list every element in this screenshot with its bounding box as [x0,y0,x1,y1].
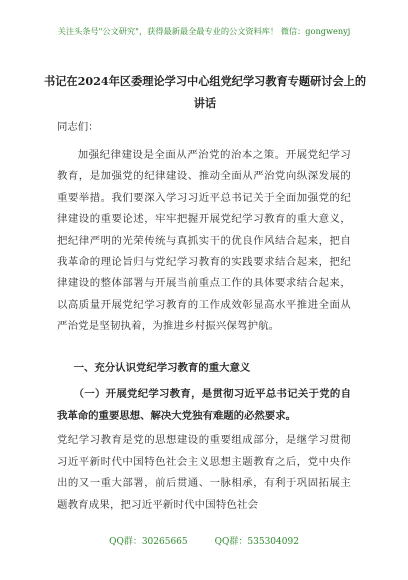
document-title: 书记在2024年区委理论学习中心组党纪学习教育专题研讨会上的讲话 [44,74,367,110]
greeting: 同志们： [57,121,99,133]
subsection-heading: （一）开展党纪学习教育，是贯彻习近平总书记关于党的自我革命的重要思想、解决大党独有难题的必然要求。 [57,388,351,422]
header-note: 关注头条号"公文研究"，获得最新最全最专业的公文资料库！ 微信：gongwenyj [57,26,351,36]
footer-note: QQ群：30265665 QQ群：535304092 [109,537,299,547]
paragraph-body: 党纪学习教育是党的思想建设的重要组成部分，是继学习贯彻习近平新时代中国特色社会主义思想主题教育之后，党中央作出的又一重大部署，前后贯通、一脉相承，有利于巩固拓展主题教育成果，把习近平新时代中国特色社会 [57,434,351,511]
section-heading: 一、充分认识党纪学习教育的重大意义 [73,362,251,374]
paragraph-intro: 加强纪律建设是全面从严治党的治本之策。开展党纪学习教育，是加强党的纪律建设、推动全面从严治党向纵深发展的重要举措。我们要深入学习习近平总书记关于全面加强党的纪律建设的重要论述，牢牢把握开展党纪学习教育的重大意义，把纪律严明的光荣传统与真抓实干的优良作风结合起来，把自我革命的理论旨归与党纪学习教育的实践要求结合起来，把纪律建设的整体部署与开展当前重点工作的具体要求结合起来，以高质量开展党纪学习教育的工作成效彰显高水平推进全面从严治党是坚韧执着，为推进乡村振兴保驾护航。 [57,149,351,333]
